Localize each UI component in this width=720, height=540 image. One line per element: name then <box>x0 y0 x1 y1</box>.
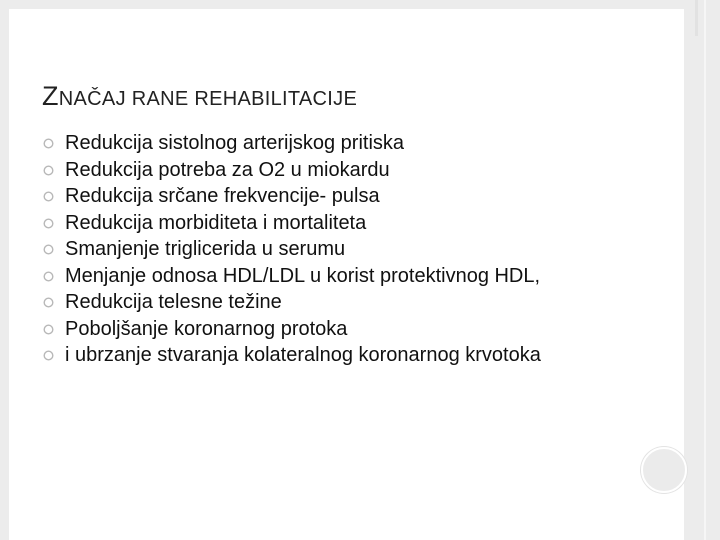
bullet-text: Redukcija potreba za O2 u miokardu <box>65 158 390 181</box>
bullet-text: i ubrzanje stvaranja kolateralnog koronarnog krvotoka <box>65 344 541 366</box>
bullet-text: Menjanje odnosa HDL/LDL u korist protektivnog HDL, <box>65 264 541 287</box>
slide-frame-top <box>0 0 720 9</box>
bullet-item <box>43 316 563 343</box>
slide-frame-left <box>0 0 9 540</box>
bullet-text: Redukcija sistolnog arterijskog pritiska <box>65 132 405 154</box>
slide-frame-tab <box>695 0 698 36</box>
ring-bullet-icon <box>43 138 54 149</box>
slide-title <box>42 76 357 113</box>
ring-bullet-icon <box>43 244 54 255</box>
ring-bullet-icon <box>43 218 54 229</box>
ring-bullet-icon <box>43 271 54 282</box>
bullet-item <box>43 183 563 210</box>
bullet-text: Poboljšanje koronarnog protoka <box>65 317 348 340</box>
ring-bullet-icon <box>43 191 54 202</box>
decorative-circle <box>641 447 687 493</box>
bullet-item <box>43 210 563 237</box>
ring-bullet-icon <box>43 297 54 308</box>
bullet-item <box>43 263 563 290</box>
ring-bullet-icon <box>43 324 54 335</box>
bullet-item <box>43 236 563 263</box>
ring-bullet-icon <box>43 350 54 361</box>
ring-bullet-icon <box>43 165 54 176</box>
bullet-item <box>43 289 563 316</box>
bullet-item <box>43 157 563 184</box>
bullet-item <box>43 130 563 157</box>
bullet-text: Smanjenje triglicerida u serumu <box>65 238 346 260</box>
slide-frame-stripe <box>704 0 706 540</box>
slide-title-rest: NAČAJ RANE REHABILITACIJE <box>58 88 358 110</box>
slide-frame-right <box>684 0 720 540</box>
bullet-text: Redukcija morbiditeta i mortaliteta <box>65 211 367 234</box>
bullet-text: Redukcija srčane frekvencije- pulsa <box>65 185 380 207</box>
bullet-list <box>43 130 563 369</box>
bullet-text: Redukcija telesne težine <box>65 291 282 313</box>
bullet-item <box>43 342 563 369</box>
slide-title-initial: Z <box>42 81 59 111</box>
